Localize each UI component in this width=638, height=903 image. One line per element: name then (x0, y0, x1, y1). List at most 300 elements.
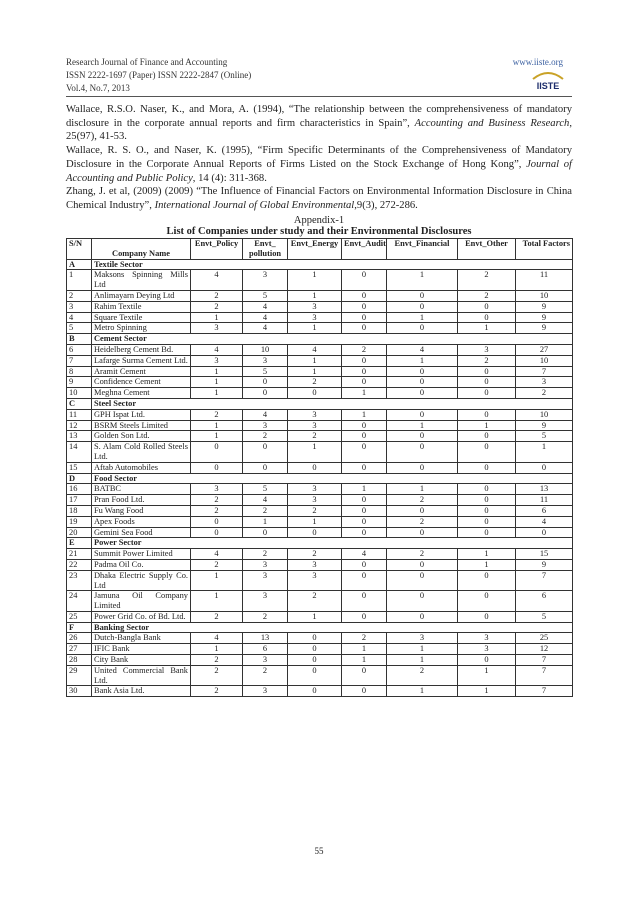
envt-pollution-cell: 0 (243, 527, 288, 538)
envt-financial-cell: 1 (387, 484, 458, 495)
sector-row (67, 259, 573, 270)
company-name: Dhaka Electric Supply Co. Ltd (92, 570, 191, 591)
envt-audit-cell: 0 (342, 462, 387, 473)
total-factors-cell: 6 (516, 505, 573, 516)
iiste-logo (531, 69, 565, 91)
envt-other-cell: 0 (458, 570, 516, 591)
envt-other-cell: 3 (458, 644, 516, 655)
volume-line: Vol.4, No.7, 2013 (66, 83, 130, 93)
envt-audit-cell: 0 (342, 527, 387, 538)
issn-line: ISSN 2222-1697 (Paper) ISSN 2222-2847 (Online) (66, 70, 252, 80)
sector-row (67, 334, 573, 345)
envt-other-cell: 0 (458, 655, 516, 666)
company-name: BSRM Steels Limited (92, 420, 191, 431)
envt-audit-cell: 1 (342, 484, 387, 495)
total-factors-cell: 10 (516, 290, 573, 301)
envt-financial-cell: 2 (387, 516, 458, 527)
envt-audit-cell: 0 (342, 570, 387, 591)
envt-policy-cell: 4 (191, 344, 243, 355)
envt-other-cell: 2 (458, 355, 516, 366)
envt-pollution-cell: 3 (243, 420, 288, 431)
envt-pollution-cell: 4 (243, 312, 288, 323)
total-factors-cell: 9 (516, 312, 573, 323)
envt-energy-cell: 1 (288, 442, 342, 463)
envt-pollution-cell: 5 (243, 290, 288, 301)
envt-other-cell: 0 (458, 366, 516, 377)
total-factors-cell: 7 (516, 665, 573, 686)
company-name: Meghna Cement (92, 388, 191, 399)
total-factors-cell: 6 (516, 591, 573, 612)
envt-energy-cell: 3 (288, 495, 342, 506)
envt-other-cell: 0 (458, 377, 516, 388)
reference-text: Wallace, R. S. O., and Naser, K. (1995), “Firm Specific Determinants of the Comprehensiveness of Mandatory Disclosure in the Corporate Annual Reports of Firms Listed on the Stock Exchange of Hong Kong”, (66, 145, 572, 170)
envt-financial-cell: 1 (387, 686, 458, 697)
total-factors-cell: 9 (516, 420, 573, 431)
envt-financial-cell: 0 (387, 323, 458, 334)
header-envt-pollution: Envt_ pollution (243, 239, 288, 260)
row-sn: A (67, 259, 92, 270)
row-sn: 29 (67, 665, 92, 686)
envt-audit-cell: 1 (342, 388, 387, 399)
envt-energy-cell: 0 (288, 633, 342, 644)
envt-policy-cell: 1 (191, 420, 243, 431)
company-name: Rahim Textile (92, 301, 191, 312)
table-row (67, 570, 573, 591)
company-name: Maksons Spinning Mills Ltd (92, 270, 191, 291)
envt-audit-cell: 0 (342, 377, 387, 388)
envt-audit-cell: 1 (342, 409, 387, 420)
envt-pollution-cell: 3 (243, 686, 288, 697)
row-sn: 22 (67, 559, 92, 570)
envt-audit-cell: 1 (342, 655, 387, 666)
table-row (67, 290, 573, 301)
appendix-title: List of Companies under study and their Environmental Disclosures (166, 226, 472, 237)
envt-energy-cell: 2 (288, 431, 342, 442)
row-sn: 7 (67, 355, 92, 366)
company-name: Lafarge Surma Cement Ltd. (92, 355, 191, 366)
table-row (67, 611, 573, 622)
envt-other-cell: 2 (458, 290, 516, 301)
envt-other-cell: 0 (458, 388, 516, 399)
table-row (67, 388, 573, 399)
envt-other-cell: 0 (458, 484, 516, 495)
envt-financial-cell: 1 (387, 355, 458, 366)
envt-other-cell: 0 (458, 431, 516, 442)
envt-financial-cell: 0 (387, 505, 458, 516)
envt-pollution-cell: 0 (243, 462, 288, 473)
envt-policy-cell: 2 (191, 505, 243, 516)
table-row (67, 420, 573, 431)
total-factors-cell: 15 (516, 549, 573, 560)
envt-policy-cell: 0 (191, 462, 243, 473)
envt-financial-cell: 0 (387, 462, 458, 473)
envt-energy-cell: 2 (288, 549, 342, 560)
envt-pollution-cell: 6 (243, 644, 288, 655)
envt-other-cell: 1 (458, 665, 516, 686)
company-name: Square Textile (92, 312, 191, 323)
company-name: Summit Power Limited (92, 549, 191, 560)
company-name: BATBC (92, 484, 191, 495)
table-row (67, 431, 573, 442)
sector-row (67, 622, 573, 633)
envt-pollution-cell: 1 (243, 516, 288, 527)
envt-financial-cell: 0 (387, 388, 458, 399)
envt-audit-cell: 0 (342, 312, 387, 323)
row-sn: F (67, 622, 92, 633)
envt-other-cell: 2 (458, 270, 516, 291)
table-row (67, 301, 573, 312)
envt-pollution-cell: 2 (243, 611, 288, 622)
company-name: Aftab Automobiles (92, 462, 191, 473)
total-factors-cell: 7 (516, 655, 573, 666)
total-factors-cell: 5 (516, 611, 573, 622)
row-sn: 30 (67, 686, 92, 697)
table-row (67, 549, 573, 560)
envt-pollution-cell: 5 (243, 366, 288, 377)
total-factors-cell: 27 (516, 344, 573, 355)
envt-pollution-cell: 3 (243, 355, 288, 366)
envt-audit-cell: 2 (342, 344, 387, 355)
envt-financial-cell: 2 (387, 495, 458, 506)
row-sn: 11 (67, 409, 92, 420)
table-row (67, 409, 573, 420)
envt-other-cell: 0 (458, 611, 516, 622)
row-sn: 19 (67, 516, 92, 527)
envt-pollution-cell: 4 (243, 301, 288, 312)
envt-pollution-cell: 4 (243, 409, 288, 420)
envt-audit-cell: 1 (342, 644, 387, 655)
envt-other-cell: 1 (458, 559, 516, 570)
table-row (67, 516, 573, 527)
envt-pollution-cell: 2 (243, 505, 288, 516)
envt-pollution-cell: 3 (243, 559, 288, 570)
envt-financial-cell: 1 (387, 312, 458, 323)
total-factors-cell: 10 (516, 355, 573, 366)
header-envt-audit: Envt_Audit (342, 239, 387, 260)
envt-financial-cell: 2 (387, 549, 458, 560)
envt-policy-cell: 2 (191, 409, 243, 420)
row-sn: 24 (67, 591, 92, 612)
table-row (67, 442, 573, 463)
company-name: Fu Wang Food (92, 505, 191, 516)
company-name: IFIC Bank (92, 644, 191, 655)
envt-energy-cell: 3 (288, 559, 342, 570)
table-row (67, 686, 573, 697)
envt-other-cell: 1 (458, 549, 516, 560)
envt-audit-cell: 0 (342, 290, 387, 301)
envt-audit-cell: 0 (342, 366, 387, 377)
envt-energy-cell: 1 (288, 516, 342, 527)
row-sn: 18 (67, 505, 92, 516)
reference-text: , 25(97), 41-53. (66, 117, 572, 143)
envt-other-cell: 0 (458, 462, 516, 473)
company-name: GPH Ispat Ltd. (92, 409, 191, 420)
company-name: Anlimayarn Deying Ltd (92, 290, 191, 301)
header-divider (66, 96, 572, 97)
sector-row (67, 538, 573, 549)
table-row (67, 644, 573, 655)
row-sn: 4 (67, 312, 92, 323)
envt-policy-cell: 2 (191, 665, 243, 686)
envt-other-cell: 0 (458, 505, 516, 516)
envt-audit-cell: 0 (342, 270, 387, 291)
envt-other-cell: 1 (458, 686, 516, 697)
envt-audit-cell: 4 (342, 549, 387, 560)
envt-financial-cell: 0 (387, 366, 458, 377)
envt-financial-cell: 0 (387, 442, 458, 463)
header-envt-energy: Envt_Energy (288, 239, 342, 260)
sector-name: Cement Sector (92, 334, 573, 345)
envt-audit-cell: 2 (342, 633, 387, 644)
total-factors-cell: 13 (516, 484, 573, 495)
total-factors-cell: 12 (516, 644, 573, 655)
company-name: Metro Spinning (92, 323, 191, 334)
header-envt-financial: Envt_Financial (387, 239, 458, 260)
total-factors-cell: 10 (516, 409, 573, 420)
envt-financial-cell: 0 (387, 301, 458, 312)
company-name: S. Alam Cold Rolled Steels Ltd. (92, 442, 191, 463)
envt-pollution-cell: 2 (243, 549, 288, 560)
sector-name: Textile Sector (92, 259, 573, 270)
envt-pollution-cell: 2 (243, 431, 288, 442)
total-factors-cell: 9 (516, 301, 573, 312)
envt-financial-cell: 0 (387, 377, 458, 388)
envt-audit-cell: 0 (342, 686, 387, 697)
company-name: Gemini Sea Food (92, 527, 191, 538)
total-factors-cell: 4 (516, 516, 573, 527)
header-envt-other: Envt_Other (458, 239, 516, 260)
envt-other-cell: 0 (458, 301, 516, 312)
row-sn: C (67, 398, 92, 409)
envt-other-cell: 3 (458, 633, 516, 644)
envt-energy-cell: 3 (288, 484, 342, 495)
table-row (67, 633, 573, 644)
table-row (67, 527, 573, 538)
envt-policy-cell: 2 (191, 611, 243, 622)
envt-energy-cell: 0 (288, 644, 342, 655)
table-row (67, 462, 573, 473)
envt-energy-cell: 1 (288, 270, 342, 291)
sector-row (67, 398, 573, 409)
row-sn: 10 (67, 388, 92, 399)
envt-pollution-cell: 4 (243, 323, 288, 334)
row-sn: 16 (67, 484, 92, 495)
table-row (67, 312, 573, 323)
envt-energy-cell: 3 (288, 301, 342, 312)
company-name: Dutch-Bangla Bank (92, 633, 191, 644)
table-body (67, 259, 573, 697)
total-factors-cell: 0 (516, 462, 573, 473)
row-sn: 28 (67, 655, 92, 666)
reference-entry (66, 103, 572, 144)
envt-financial-cell: 1 (387, 270, 458, 291)
envt-audit-cell: 0 (342, 591, 387, 612)
envt-other-cell: 0 (458, 312, 516, 323)
envt-policy-cell: 0 (191, 527, 243, 538)
row-sn: 12 (67, 420, 92, 431)
row-sn: 3 (67, 301, 92, 312)
envt-energy-cell: 0 (288, 655, 342, 666)
envt-financial-cell: 1 (387, 644, 458, 655)
row-sn: 8 (67, 366, 92, 377)
appendix-label: Appendix-1 (293, 215, 345, 226)
journal-name: Research Journal of Finance and Accounting (66, 57, 228, 67)
envt-policy-cell: 1 (191, 591, 243, 612)
envt-financial-cell: 0 (387, 559, 458, 570)
envt-energy-cell: 3 (288, 409, 342, 420)
table-row (67, 495, 573, 506)
envt-other-cell: 1 (458, 323, 516, 334)
envt-energy-cell: 0 (288, 527, 342, 538)
envt-financial-cell: 4 (387, 344, 458, 355)
envt-policy-cell: 2 (191, 655, 243, 666)
envt-pollution-cell: 13 (243, 633, 288, 644)
envt-pollution-cell: 2 (243, 665, 288, 686)
total-factors-cell: 2 (516, 388, 573, 399)
envt-energy-cell: 2 (288, 505, 342, 516)
envt-financial-cell: 0 (387, 290, 458, 301)
envt-policy-cell: 4 (191, 633, 243, 644)
envt-financial-cell: 2 (387, 665, 458, 686)
row-sn: E (67, 538, 92, 549)
reference-entry (66, 144, 572, 185)
reference-source: International Journal of Global Environmental (154, 199, 355, 211)
row-sn: 9 (67, 377, 92, 388)
envt-audit-cell: 0 (342, 301, 387, 312)
envt-pollution-cell: 10 (243, 344, 288, 355)
envt-pollution-cell: 3 (243, 270, 288, 291)
envt-policy-cell: 1 (191, 644, 243, 655)
envt-financial-cell: 0 (387, 431, 458, 442)
row-sn: 26 (67, 633, 92, 644)
envt-energy-cell: 1 (288, 290, 342, 301)
company-name: Apex Foods (92, 516, 191, 527)
header-company-name: Company Name (92, 239, 191, 260)
envt-financial-cell: 0 (387, 409, 458, 420)
envt-financial-cell: 0 (387, 611, 458, 622)
envt-policy-cell: 3 (191, 323, 243, 334)
envt-other-cell: 0 (458, 527, 516, 538)
table-row (67, 270, 573, 291)
row-sn: 14 (67, 442, 92, 463)
envt-policy-cell: 3 (191, 484, 243, 495)
envt-policy-cell: 1 (191, 377, 243, 388)
table-row (67, 665, 573, 686)
envt-policy-cell: 4 (191, 270, 243, 291)
envt-other-cell: 1 (458, 420, 516, 431)
envt-energy-cell: 2 (288, 591, 342, 612)
envt-energy-cell: 1 (288, 366, 342, 377)
row-sn: 1 (67, 270, 92, 291)
envt-financial-cell: 0 (387, 570, 458, 591)
envt-other-cell: 0 (458, 442, 516, 463)
table-row (67, 355, 573, 366)
envt-policy-cell: 2 (191, 290, 243, 301)
sector-name: Power Sector (92, 538, 573, 549)
company-name: Golden Son Ltd. (92, 431, 191, 442)
company-disclosure-table (66, 238, 573, 697)
row-sn: 6 (67, 344, 92, 355)
company-name: Pran Food Ltd. (92, 495, 191, 506)
company-name: Bank Asia Ltd. (92, 686, 191, 697)
company-name: United Commercial Bank Ltd. (92, 665, 191, 686)
header-sn: S/N (67, 239, 92, 260)
total-factors-cell: 7 (516, 366, 573, 377)
envt-audit-cell: 0 (342, 516, 387, 527)
table-row (67, 655, 573, 666)
reference-list (66, 103, 572, 213)
sector-name: Steel Sector (92, 398, 573, 409)
envt-policy-cell: 1 (191, 366, 243, 377)
row-sn: 25 (67, 611, 92, 622)
envt-other-cell: 0 (458, 495, 516, 506)
envt-policy-cell: 2 (191, 686, 243, 697)
envt-audit-cell: 0 (342, 665, 387, 686)
company-name: City Bank (92, 655, 191, 666)
envt-other-cell: 0 (458, 409, 516, 420)
company-name: Heidelberg Cement Bd. (92, 344, 191, 355)
envt-energy-cell: 1 (288, 611, 342, 622)
envt-audit-cell: 0 (342, 355, 387, 366)
envt-audit-cell: 0 (342, 431, 387, 442)
envt-energy-cell: 0 (288, 686, 342, 697)
page-number: 55 (314, 846, 324, 856)
envt-audit-cell: 0 (342, 442, 387, 463)
envt-pollution-cell: 0 (243, 377, 288, 388)
table-row (67, 323, 573, 334)
envt-other-cell: 0 (458, 591, 516, 612)
envt-energy-cell: 0 (288, 462, 342, 473)
envt-pollution-cell: 3 (243, 570, 288, 591)
envt-financial-cell: 3 (387, 633, 458, 644)
journal-url-link[interactable]: www.iiste.org (512, 57, 563, 67)
envt-policy-cell: 1 (191, 431, 243, 442)
row-sn: 13 (67, 431, 92, 442)
total-factors-cell: 3 (516, 377, 573, 388)
envt-policy-cell: 0 (191, 442, 243, 463)
envt-pollution-cell: 5 (243, 484, 288, 495)
envt-pollution-cell: 3 (243, 655, 288, 666)
table-row (67, 505, 573, 516)
envt-pollution-cell: 0 (243, 388, 288, 399)
table-row (67, 377, 573, 388)
envt-policy-cell: 1 (191, 570, 243, 591)
envt-energy-cell: 0 (288, 388, 342, 399)
envt-policy-cell: 2 (191, 495, 243, 506)
row-sn: 23 (67, 570, 92, 591)
envt-pollution-cell: 4 (243, 495, 288, 506)
envt-financial-cell: 0 (387, 591, 458, 612)
envt-financial-cell: 1 (387, 420, 458, 431)
envt-financial-cell: 0 (387, 527, 458, 538)
reference-text: , 14 (4): 311-368. (192, 172, 267, 184)
table-row (67, 366, 573, 377)
sector-name: Banking Sector (92, 622, 573, 633)
reference-source: Journal of Accounting and Public Policy (66, 158, 572, 184)
total-factors-cell: 0 (516, 527, 573, 538)
row-sn: 5 (67, 323, 92, 334)
reference-text: Zhang, J. et al, (2009) (2009) “The Influence of Financial Factors on Environmental Information Disclosure in China Chemical Industry”, (66, 186, 572, 211)
row-sn: B (67, 334, 92, 345)
envt-energy-cell: 3 (288, 312, 342, 323)
reference-text: ,9(3), 272-286. (354, 199, 418, 211)
total-factors-cell: 5 (516, 431, 573, 442)
envt-audit-cell: 0 (342, 495, 387, 506)
envt-policy-cell: 3 (191, 355, 243, 366)
envt-policy-cell: 2 (191, 301, 243, 312)
row-sn: 27 (67, 644, 92, 655)
header-total-factors: Total Factors (516, 239, 573, 260)
